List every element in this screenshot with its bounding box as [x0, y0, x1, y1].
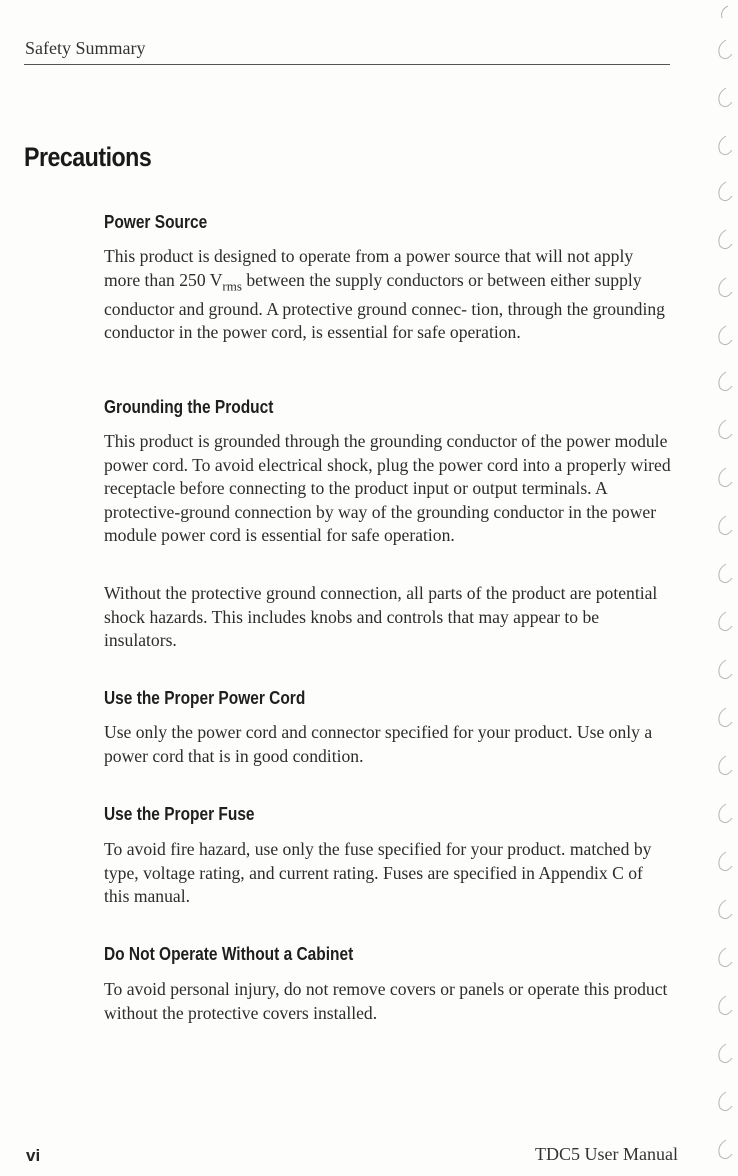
binder-hole — [719, 516, 732, 535]
page-number: vi — [26, 1146, 41, 1165]
paragraph-power-cord: Use only the power cord and connector specified for your product. Use only a power cord that is in good condition. — [104, 722, 653, 766]
manual-title: TDC5 User Manual — [535, 1144, 678, 1164]
section-heading-power-source: Power Source — [104, 212, 208, 232]
binder-hole — [719, 756, 732, 775]
binder-hole — [719, 372, 732, 391]
page-title: Precautions — [24, 142, 152, 172]
binder-hole — [719, 278, 732, 297]
binder-hole — [719, 420, 732, 439]
binder-hole — [719, 136, 732, 155]
rms-subscript: rms — [222, 278, 242, 294]
binder-hole — [719, 708, 732, 727]
section-heading-fuse: Use the Proper Fuse — [104, 804, 255, 824]
binder-hole — [719, 900, 732, 919]
binder-hole — [719, 326, 732, 345]
running-header: Safety Summary — [25, 38, 146, 58]
binder-holes — [698, 0, 738, 1176]
binder-hole — [719, 182, 732, 201]
paragraph-grounding-2: Without the protective ground connection, all parts of the product are potential shock hazards. This includes knobs and controls that may appear to be insulators. — [104, 583, 658, 650]
binder-hole — [719, 612, 732, 631]
section-heading-grounding: Grounding the Product — [104, 397, 274, 417]
paragraph-text-after: between the supply conductors or between either supply conductor and ground. A protective ground connec- tion, through the grounding conductor in the power cord, is essential for safe operation. — [104, 269, 665, 343]
paragraph-cabinet: To avoid personal injury, do not remove covers or panels or operate this product without the protective covers installed. — [104, 979, 668, 1023]
paragraph-grounding-1: This product is grounded through the grounding conductor of the power module power cord. To avoid electrical shock, plug the power cord into a properly wired receptacle before connecting to the product input or output terminals. A protective-ground connection by way of the grounding conductor in the power module power cord is essential for safe operation. — [104, 431, 671, 545]
binder-hole — [719, 564, 732, 583]
section-heading-power-cord: Use the Proper Power Cord — [104, 688, 306, 708]
binder-hole — [722, 6, 728, 18]
paragraph-fuse: To avoid fire hazard, use only the fuse specified for your product. matched by type, voltage rating, and current rating. Fuses are specified in Appendix C of this manual. — [104, 839, 652, 906]
binder-hole — [719, 40, 732, 59]
binder-hole — [719, 1140, 732, 1159]
binder-hole — [719, 468, 732, 487]
binder-hole — [719, 996, 732, 1015]
binder-hole — [719, 852, 732, 871]
header-rule — [24, 64, 670, 65]
binder-hole — [719, 1044, 732, 1063]
binder-hole — [719, 230, 732, 249]
paragraph-power-source — [104, 245, 672, 345]
paragraph-text-before: This product is designed to operate from a power source that will not apply more than 250 V — [104, 246, 634, 290]
binder-hole — [719, 948, 732, 967]
binder-hole — [719, 804, 732, 823]
binder-hole — [719, 88, 732, 107]
binder-hole — [719, 660, 732, 679]
section-heading-cabinet: Do Not Operate Without a Cabinet — [104, 944, 354, 964]
binder-hole — [719, 1092, 732, 1111]
